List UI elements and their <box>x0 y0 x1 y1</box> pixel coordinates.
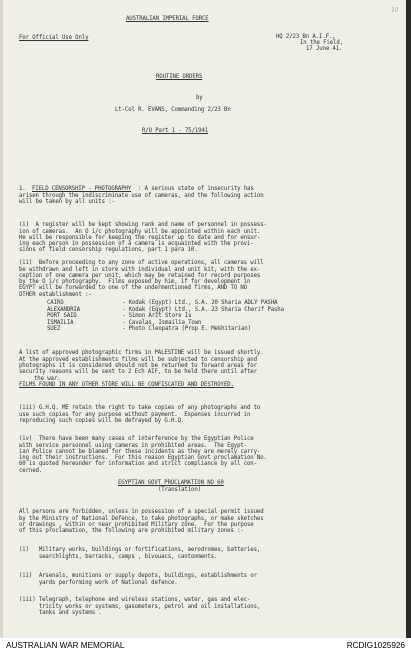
section-intro-line: will be taken by all units :- <box>19 199 115 205</box>
para-line: photographs it is considered should not be returned to forward areas for <box>19 362 257 369</box>
hq-line: HQ 2/23 Bn A.I.F., <box>276 34 336 40</box>
para-line: tanks and systems . <box>19 609 102 616</box>
para-line: be withdrawn and left in store with individual and unit kit, with the ex- <box>19 266 261 273</box>
location-line: In the Field, <box>300 40 343 46</box>
para-line: of this proclamation, the following are prohibited military zones :- <box>19 528 244 535</box>
para-line: ing each person in possession of a camera is acquainted with the provi- <box>19 241 254 248</box>
section-heading: FIELD CENSORSHIP - PHOTOGRAPHY <box>32 186 132 192</box>
firm-city: SUEZ <box>47 326 61 332</box>
para-line: ing out their instructions. For this reason Egyptian Govt proclamation No. <box>19 455 267 462</box>
firm-city: CAIRO <box>47 300 64 306</box>
para-line: EGYPT will be forwarded to one of the undermentioned firms, AND TO NO <box>19 285 247 292</box>
para-line: tricity works or systems, gasometers, petrol and oil installations, <box>19 603 261 610</box>
para-line: (i) A register will be kept showing rank and name of personnel in possess- <box>19 222 267 229</box>
proclamation-subtitle: (Translation) <box>158 487 201 493</box>
firm-city: PORT SAID <box>47 313 77 319</box>
proclamation-text <box>19 503 264 534</box>
para-line: (iii) G.H.Q. ME retain the right to take copies of any photographs and to <box>19 405 261 412</box>
para-line: with service personnel using cameras in prohibited areas. The Egypt- <box>19 442 247 449</box>
para-line: yards performing work of National defence. <box>19 579 178 586</box>
para-line: (ii) Arsenals, munitions or supply depots, buildings, establishments or <box>19 573 257 580</box>
proclamation-title: EGYPTIAN GOVT PROCLAMATION NO 60 <box>118 480 224 486</box>
para-line: by the Ministry of National Defence, to take photographs, or make sketches <box>19 515 264 522</box>
official-use-note: For Official Use Only <box>19 35 89 41</box>
confiscation-notice: FILMS FOUND IN ANY OTHER STORE WILL BE CONFISCATED AND DESTROYED. <box>19 382 234 388</box>
para-line: cerned. <box>19 467 43 474</box>
para-line: At the approved establishments films will be subjected to censorship and <box>19 356 257 363</box>
para-line: (iii) Telegraph, telephone and wireless stations, water, gas and elec- <box>19 597 251 604</box>
para-line: A list of approved photographic firms in PALESTINE will be issued shortly. <box>19 350 264 357</box>
para-line: use such copies for any purpose without payment. Expenses incurred in <box>19 411 251 418</box>
section-number: 1. <box>19 186 26 192</box>
page-number: 10 <box>391 6 398 14</box>
prohibited-zone-item <box>19 567 257 586</box>
archive-name: AUSTRALIAN WAR MEMORIAL <box>6 641 125 650</box>
firm-name: - Photo Cleopatra (Prop E. Mekhitarian) <box>122 326 251 332</box>
firm-name: - Kodak (Egypt) Ltd., S.A. 20 Sharia ADLY PASHA <box>122 300 278 306</box>
para-line: ion of cameras. An O i/c photography will be appointed within each unit. <box>19 228 261 235</box>
para-line: searchlights, barracks, camps , bivouacs, cantonments. <box>19 553 218 560</box>
para-line: (iv) There have been many cases of interference by the Egyptian Police <box>19 436 254 443</box>
archive-id: RCDIG1025926 <box>346 641 405 650</box>
part-line: R/O Part 1 - 75/1941 <box>142 128 209 134</box>
archive-footer <box>0 638 411 654</box>
para-iv <box>19 430 267 474</box>
prohibited-zone-item <box>19 591 260 616</box>
para-line: (i) Military works, buildings or fortifications, aerodromes, batteries, <box>19 547 261 554</box>
para-line: security reasons will be sent to 2 Ech AIF, to be held there until after <box>19 369 257 376</box>
firm-city: ISMAILIA <box>47 319 74 326</box>
firm-name: - Simon Arzt Store Is <box>122 313 192 319</box>
para-line: reproducing such copies will be defrayed by G.H.Q. <box>19 417 185 424</box>
para-line: (ii) Before proceeding to any zone of active operations, all cameras will <box>19 260 264 267</box>
by-line: by <box>196 95 203 101</box>
para-line: ian Police cannot be blamed for these incidents as they are merely carry- <box>19 448 261 455</box>
section-intro-line: arisen through the indiscriminate use of cameras, and the following action <box>19 192 264 199</box>
para-line: 60 is quoted hereunder for information and strict compliance by all con- <box>19 461 257 468</box>
date-line: 17 June 41. <box>306 46 343 52</box>
para-line: sions of field censorship regulations, part 1 para 10. <box>19 247 198 254</box>
document-title: AUSTRALIAN IMPERIAL FORCE <box>126 16 209 22</box>
para-ii-continued <box>19 344 264 375</box>
para-iii <box>19 399 260 424</box>
para-ii <box>19 254 264 298</box>
para-line: or drawings , within or near prohibited Military zone. For the purpose <box>19 521 254 528</box>
para-line: ception of one camera per unit, which may be retained for record purposes <box>19 272 261 279</box>
firm-city: ALEXANDRIA <box>47 306 81 313</box>
section-intro-line: : A serious state of insecurity has <box>138 186 254 192</box>
page-edge <box>0 0 3 638</box>
para-line: the war. <box>34 375 61 382</box>
prohibited-zone-item <box>19 541 260 560</box>
para-line: by the O i/c photography. Films exposed by him, if for development in <box>19 279 251 286</box>
para-line: OTHER establishment :- <box>19 291 92 298</box>
firm-name: - Kodak (Egypt) Ltd., S.A. 23 Sharia Cherif Pasha <box>122 306 284 313</box>
para-line: He will be responsible for keeping the register up to date and for ensur- <box>19 234 261 241</box>
para-line: All persons are forbidden, unless in possession of a special permit issued <box>19 509 264 516</box>
firm-name: - Cavalas, Ismailia Town <box>122 319 202 326</box>
para-i <box>19 216 267 254</box>
routine-orders-heading: ROUTINE ORDERS <box>156 74 203 80</box>
commander-line: Lt-Col R. EVANS, Commanding 2/23 Bn <box>115 107 231 113</box>
